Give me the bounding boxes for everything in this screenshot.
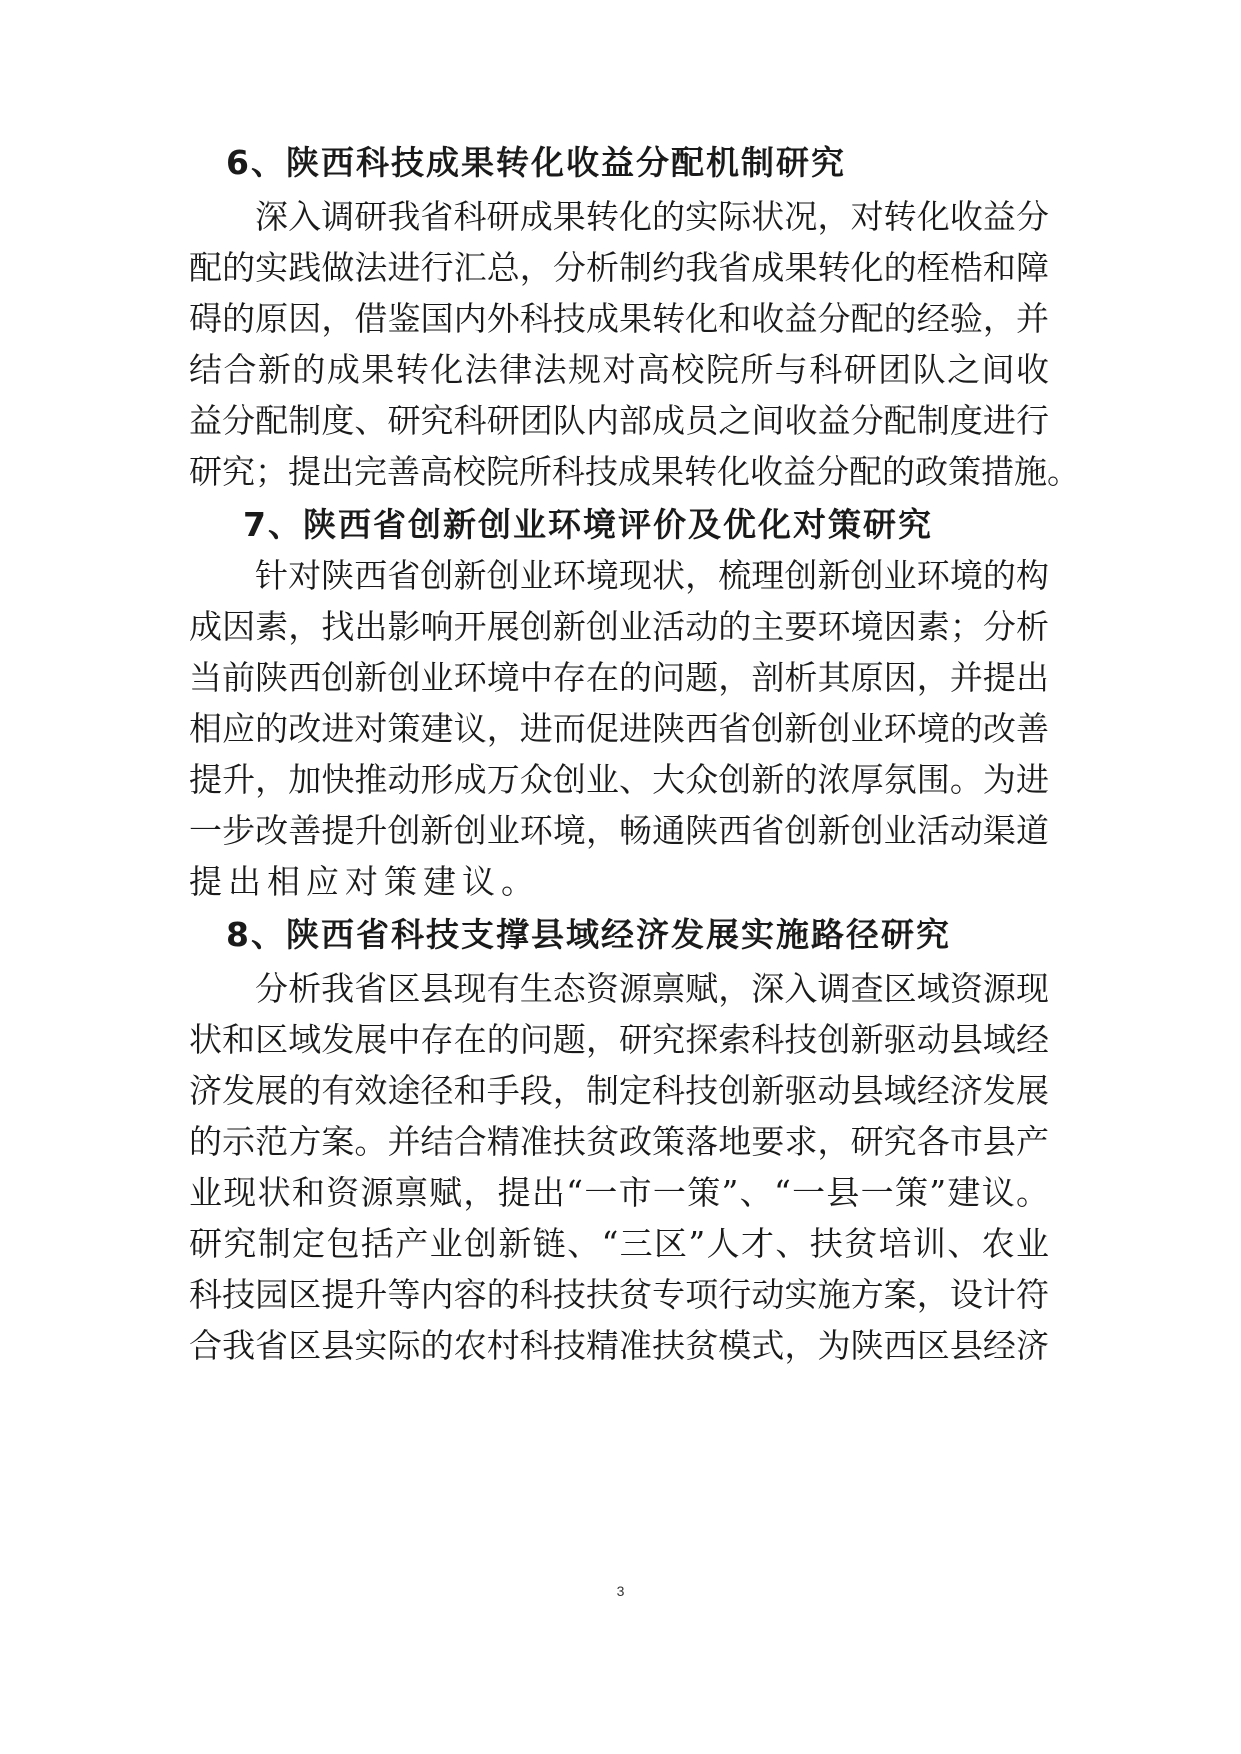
- section-6-line-3: 碍的原因，借鉴国内外科技成果转化和收益分配的经验，并: [189, 299, 1049, 338]
- section-8-line-4: 的示范方案。并结合精准扶贫政策落地要求，研究各市县产: [189, 1122, 1049, 1161]
- section-7-line-4: 相应的改进对策建议，进而促进陕西省创新创业环境的改善: [189, 709, 1049, 748]
- section-7-line-6: 一步改善提升创新创业环境，畅通陕西省创新创业活动渠道: [189, 811, 1049, 850]
- section-8-line-7: 科技园区提升等内容的科技扶贫专项行动实施方案，设计符: [189, 1275, 1049, 1314]
- section-8-line-6: 研究制定包括产业创新链、“三区”人才、扶贫培训、农业: [189, 1224, 1049, 1263]
- section-7-line-1: 针对陕西省创新创业环境现状，梳理创新创业环境的构: [255, 556, 1049, 595]
- section-8-line-3: 济发展的有效途径和手段，制定科技创新驱动县域经济发展: [189, 1071, 1049, 1110]
- section-8-line-2: 状和区域发展中存在的问题，研究探索科技创新驱动县域经: [189, 1020, 1049, 1059]
- section-6-heading: 6、陕西科技成果转化收益分配机制研究: [226, 143, 846, 182]
- section-8-line-5: 业现状和资源禀赋，提出“一市一策”、“一县一策”建议。: [189, 1173, 1049, 1212]
- section-6-line-1: 深入调研我省科研成果转化的实际状况，对转化收益分: [255, 197, 1049, 236]
- section-6-line-4: 结合新的成果转化法律法规对高校院所与科研团队之间收: [189, 350, 1049, 389]
- section-7-line-5: 提升，加快推动形成万众创业、大众创新的浓厚氛围。为进: [189, 760, 1049, 799]
- section-8-heading: 8、陕西省科技支撑县域经济发展实施路径研究: [226, 915, 951, 954]
- section-8-line-8: 合我省区县实际的农村科技精准扶贫模式，为陕西区县经济: [189, 1326, 1049, 1365]
- section-6-line-6: 研究；提出完善高校院所科技成果转化收益分配的政策措施。: [189, 452, 1080, 491]
- section-7-line-2: 成因素，找出影响开展创新创业活动的主要环境因素；分析: [189, 607, 1049, 646]
- page-number: 3: [616, 1583, 625, 1599]
- section-8-line-1: 分析我省区县现有生态资源禀赋，深入调查区域资源现: [255, 969, 1049, 1008]
- section-7-line-7: 提出相应对策建议。: [189, 862, 540, 901]
- section-7-line-3: 当前陕西创新创业环境中存在的问题，剖析其原因，并提出: [189, 658, 1049, 697]
- section-6-line-2: 配的实践做法进行汇总，分析制约我省成果转化的桎梏和障: [189, 248, 1049, 287]
- section-6-line-5: 益分配制度、研究科研团队内部成员之间收益分配制度进行: [189, 401, 1049, 440]
- section-7-heading: 7、陕西省创新创业环境评价及优化对策研究: [243, 505, 933, 544]
